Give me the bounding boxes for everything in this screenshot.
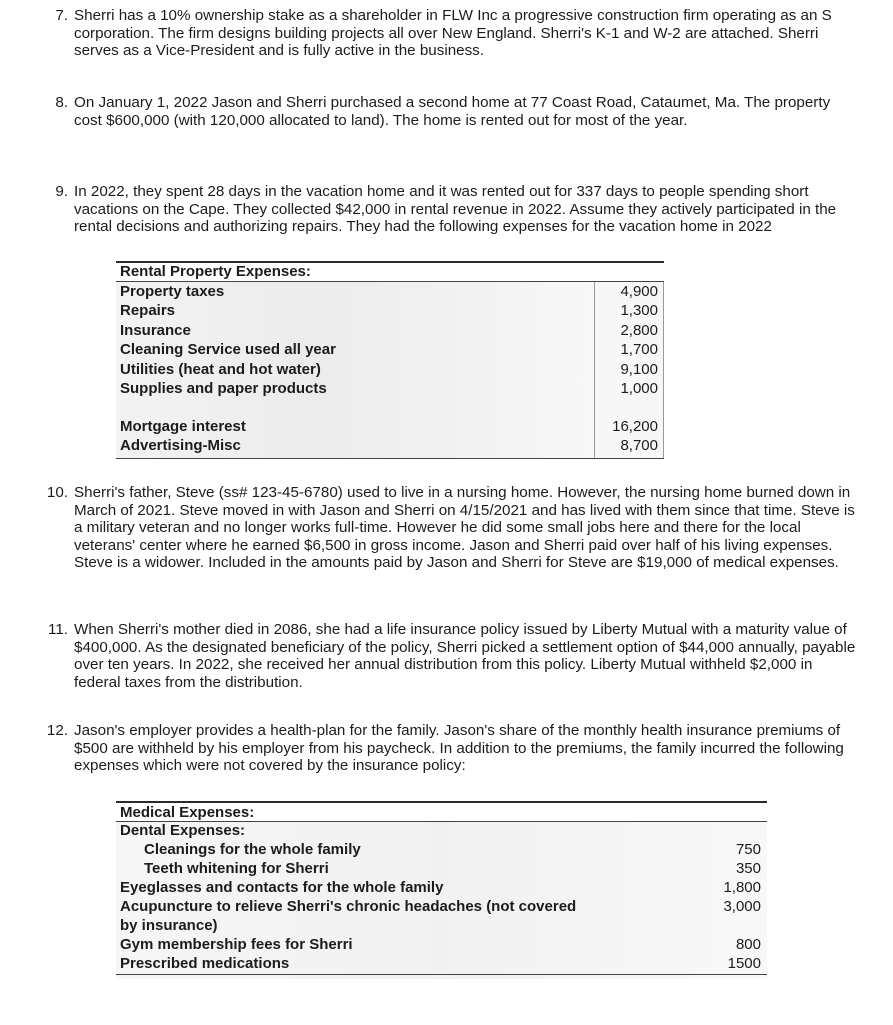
table-row <box>116 321 664 341</box>
table-row <box>116 821 767 840</box>
table-bottom-rule <box>116 458 664 459</box>
table-header-row <box>116 262 664 282</box>
table-row <box>116 301 664 321</box>
table-row <box>116 935 767 954</box>
row-value: 3,000 <box>723 898 761 915</box>
table-row <box>116 340 664 360</box>
row-value: 16,200 <box>612 417 658 435</box>
table-row <box>116 417 664 437</box>
rental-expenses-table <box>116 262 664 456</box>
table-bottom-rule <box>116 974 767 975</box>
table-row-empty <box>116 399 664 417</box>
row-value: 800 <box>735 936 761 953</box>
row-label: Eyeglasses and contacts for the whole family <box>120 879 444 896</box>
item-number: 9. <box>55 183 68 200</box>
row-value: 1,300 <box>620 302 658 319</box>
row-value: 2,800 <box>620 321 658 339</box>
row-value: 4,900 <box>620 282 658 300</box>
row-label: Supplies and paper products <box>120 380 327 397</box>
row-label: Advertising-Misc <box>120 437 241 454</box>
item-8 <box>32 94 862 129</box>
table-row <box>116 897 767 916</box>
item-7 <box>32 7 862 60</box>
row-label: Gym membership fees for Sherri <box>120 936 353 953</box>
table-row <box>116 379 664 399</box>
row-value: 750 <box>735 841 761 858</box>
table-header-row <box>116 803 767 821</box>
table-header: Medical Expenses: <box>120 804 255 821</box>
item-text: Sherri's father, Steve (ss# 123-45-6780) used to live in a nursing home. However, the nursing home burned down in March of 2021. Steve moved in with Jason and Sherri on 4/15/2021 and has lived with them since that time. Steve is a military veteran and no longer works full-time. However he did some small jobs here and there for the local veterans' center where he earned $6,500 in gross income. Jason and Sherri paid over half of his living expenses. Steve is a widower. Included in the amounts paid by Jason and Sherri for Steve are $19,000 of medical expenses. <box>74 484 855 572</box>
table-row <box>116 916 767 935</box>
item-10 <box>32 484 862 572</box>
table-row <box>116 282 664 302</box>
item-number: 8. <box>55 94 68 111</box>
row-value: 9,100 <box>620 360 658 378</box>
table-row <box>116 954 767 973</box>
row-label: Utilities (heat and hot water) <box>120 360 321 378</box>
item-text: In 2022, they spent 28 days in the vacation home and it was rented out for 337 days to people spending short vacations on the Cape. They collected $42,000 in rental revenue in 2022. Assume they actively participated in the rental decisions and authorizing repairs. They had the following expenses for the vacation home in 2022 <box>74 183 837 236</box>
item-text: Jason's employer provides a health-plan for the family. Jason's share of the monthly health insurance premiums of $500 are withheld by his employer from his paycheck. In addition to the premiums, the family incurred the following expenses which were not covered by the insurance policy: <box>74 722 844 775</box>
row-label: Insurance <box>120 321 191 339</box>
item-number: 7. <box>55 7 68 24</box>
row-label: Cleaning Service used all year <box>120 341 336 358</box>
row-value: 350 <box>735 860 761 877</box>
table-row <box>116 859 767 878</box>
item-text: Sherri has a 10% ownership stake as a shareholder in FLW Inc a progressive construction firm operating as an S corporation. The firm designs building projects all over New England. Sherri's K-1 and W-2 are attached. Sherri serves as a Vice-President and is fully active in the business. <box>74 7 832 60</box>
table-header: Rental Property Expenses: <box>120 263 311 280</box>
table-row <box>116 878 767 897</box>
item-11 <box>32 621 862 691</box>
row-label: Dental Expenses: <box>120 822 246 839</box>
row-label: Mortgage interest <box>120 417 246 435</box>
table-row <box>116 436 664 456</box>
item-12 <box>32 722 862 775</box>
item-number: 12. <box>46 722 68 739</box>
row-value: 8,700 <box>620 437 658 454</box>
item-text: On January 1, 2022 Jason and Sherri purchased a second home at 77 Coast Road, Cataumet, Ma. The property cost $600,000 (with 120,000 allocated to land). The home is rented out for most of the year. <box>74 94 831 129</box>
table-row <box>116 840 767 859</box>
row-label: Property taxes <box>120 282 225 300</box>
row-label: Acupuncture to relieve Sherri's chronic headaches (not covered <box>120 898 577 915</box>
item-number: 10. <box>46 484 68 501</box>
row-value: 1,800 <box>723 879 761 896</box>
row-label: Prescribed medications <box>120 955 290 972</box>
item-9 <box>32 183 862 236</box>
row-label: Teeth whitening for Sherri <box>144 860 329 877</box>
medical-expenses-table <box>116 803 767 973</box>
row-value: 1,700 <box>620 341 658 358</box>
row-value: 1500 <box>727 955 761 972</box>
item-number: 11. <box>48 621 68 638</box>
row-label: Cleanings for the whole family <box>144 841 361 858</box>
row-label: Repairs <box>120 302 176 319</box>
table-row <box>116 360 664 380</box>
row-label: by insurance) <box>120 917 218 934</box>
row-value: 1,000 <box>620 380 658 397</box>
item-text: When Sherri's mother died in 2086, she had a life insurance policy issued by Liberty Mutual with a maturity value of $400,000. As the designated beneficiary of the policy, Sherri picked a settlement option of $44,000 annually, payable over ten years. In 2022, she received her annual distribution from this policy. Liberty Mutual withheld $2,000 in federal taxes from the distribution. <box>74 621 856 691</box>
